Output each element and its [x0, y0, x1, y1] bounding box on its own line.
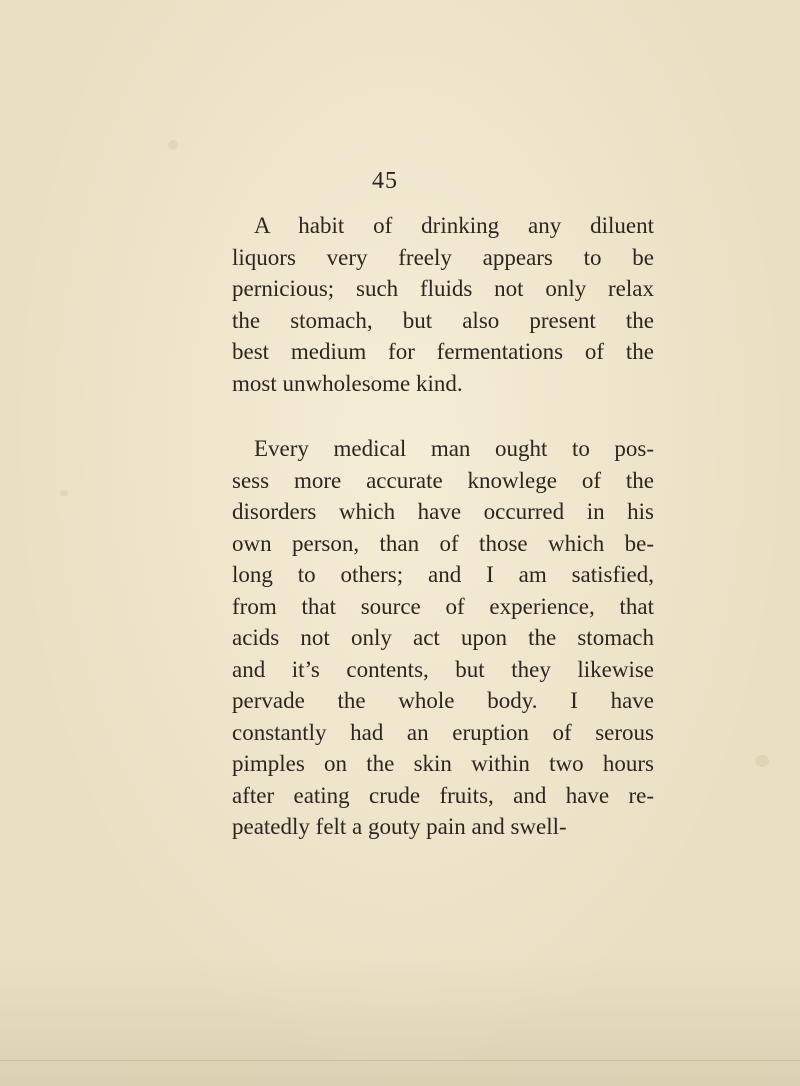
paper-stain	[60, 490, 68, 496]
text-line: constantly had an eruption of serous	[232, 719, 654, 745]
text-line: long to others; and I am satisfied,	[232, 562, 654, 587]
paragraph-2	[232, 433, 654, 843]
text-line: the stomach, but also present the	[232, 307, 654, 333]
text-line: from that source of experience, that	[232, 593, 654, 619]
page-number: 45	[372, 168, 398, 194]
text-line: pervade the whole body. I have	[232, 688, 654, 713]
text-line: best medium for fermentations of the	[232, 339, 654, 364]
text-line: disorders which have occurred in his	[232, 499, 654, 524]
text-line: acids not only act upon the stomach	[232, 625, 654, 650]
text-line: liquors very freely appears to be	[232, 244, 654, 270]
paragraph-1	[232, 210, 654, 399]
text-line: pernicious; such fluids not only relax	[232, 276, 654, 301]
page-edge-mark	[0, 1060, 800, 1061]
paper-stain	[755, 755, 769, 767]
text-line: after eating crude fruits, and have re-	[232, 782, 654, 808]
text-line: and it’s contents, but they likewise	[232, 656, 654, 682]
text-line: pimples on the skin within two hours	[232, 751, 654, 776]
text-line: Every medical man ought to pos-	[254, 436, 654, 461]
text-line: peatedly felt a gouty pain and swell-	[232, 814, 567, 839]
text-line: most unwholesome kind.	[232, 370, 463, 396]
text-line: own person, than of those which be-	[232, 530, 654, 556]
paper-stain	[168, 140, 178, 150]
text-line: sess more accurate knowlege of the	[232, 467, 654, 493]
text-line: A habit of drinking any diluent	[254, 213, 654, 238]
body-text	[232, 210, 654, 843]
